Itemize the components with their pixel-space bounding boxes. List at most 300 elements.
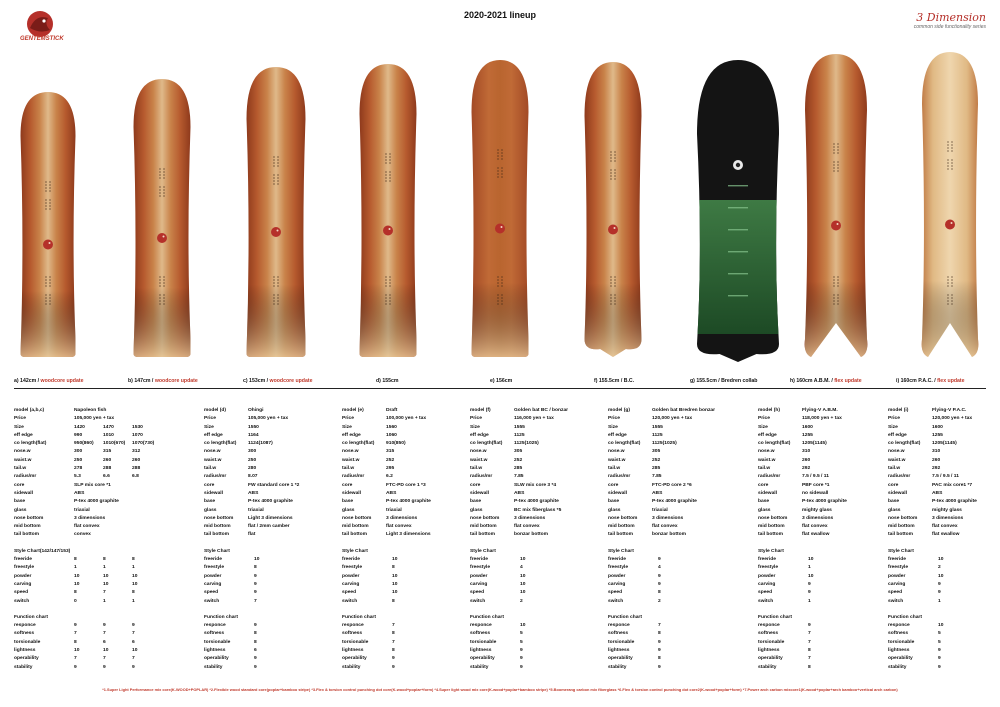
- row-value: mighty glass: [802, 507, 832, 513]
- spec-row: [342, 457, 470, 465]
- row-label: torsionable: [470, 639, 497, 645]
- spec-row: [758, 465, 886, 473]
- row-value: 7: [808, 639, 811, 645]
- row-label: co length(flat): [204, 441, 237, 447]
- row-label: tail bottom: [342, 532, 367, 538]
- row-label: powder: [758, 573, 776, 579]
- row-label: Size: [888, 424, 898, 430]
- spec-row: [204, 473, 332, 481]
- row-label: mid bottom: [888, 524, 915, 530]
- row-label: operability: [470, 656, 495, 662]
- row-value: triaxial: [386, 507, 402, 513]
- spec-row: [14, 440, 169, 448]
- function-row: [758, 630, 886, 638]
- row-value: 9: [658, 639, 661, 645]
- row-value: 5: [520, 631, 523, 637]
- row-label: freestyle: [342, 565, 363, 571]
- row-label: Size: [204, 424, 214, 430]
- row-value: 7: [103, 656, 106, 662]
- function-row: [14, 655, 169, 663]
- spec-row: [758, 523, 886, 531]
- row-value: P-tex 4000 graphite: [652, 499, 697, 505]
- row-value: PAC mix core1 *7: [932, 482, 973, 488]
- row-label: powder: [342, 573, 360, 579]
- style-row: [470, 598, 598, 606]
- row-label: radius/mr: [758, 474, 781, 480]
- row-value: Draft: [386, 408, 398, 413]
- row-value: 8: [658, 590, 661, 596]
- row-value: 1: [808, 565, 811, 571]
- row-label: carving: [204, 581, 222, 587]
- style-row: [758, 581, 886, 589]
- spec-row: [608, 531, 736, 539]
- spec-row: [204, 507, 332, 515]
- row-value: 9: [254, 664, 257, 670]
- row-value: 3 dimensions: [386, 515, 418, 521]
- row-value: 1205(1145): [802, 441, 827, 447]
- style-row: [14, 564, 169, 572]
- spec-row: [758, 457, 886, 465]
- row-value: 9: [808, 581, 811, 587]
- spec-row: [888, 457, 1000, 465]
- row-value: flat swallow: [802, 532, 830, 538]
- row-label: co length(flat): [470, 441, 503, 447]
- row-value: 9: [520, 664, 523, 670]
- row-label: stability: [758, 664, 777, 670]
- spec-row: [204, 415, 332, 423]
- board-caption-h: h) 160cm A.B.M. / flex update: [790, 378, 862, 384]
- row-label: freestyle: [470, 565, 491, 571]
- row-value: 278: [74, 466, 83, 472]
- row-value: 1125(1025): [514, 441, 539, 447]
- row-value: 153): [60, 548, 71, 554]
- spec-row: [204, 407, 332, 415]
- row-label: powder: [608, 573, 626, 579]
- row-value: 9: [392, 664, 395, 670]
- row-label: eff edge: [888, 432, 907, 438]
- row-label: Style Chart: [470, 548, 496, 554]
- row-value: 1: [938, 598, 941, 604]
- row-label: tail bottom: [888, 532, 913, 538]
- row-label: nose bottom: [342, 515, 372, 521]
- row-label: carving: [342, 581, 360, 587]
- row-label: co length(flat): [758, 441, 791, 447]
- row-value: 9: [808, 623, 811, 629]
- row-label: model (d): [204, 408, 227, 413]
- row-label: tail bottom: [608, 532, 633, 538]
- row-value: 288: [103, 466, 112, 472]
- row-label: co length(flat): [608, 441, 641, 447]
- function-row: [204, 664, 332, 672]
- row-value: 1164: [248, 432, 259, 438]
- row-value: P-tex 4000 graphite: [386, 499, 431, 505]
- row-label: mid bottom: [608, 524, 635, 530]
- row-value: 1: [103, 565, 106, 571]
- row-label: Price: [608, 416, 620, 422]
- spec-row: [888, 490, 1000, 498]
- spec-row: [14, 424, 169, 432]
- row-label: glass: [14, 507, 27, 513]
- row-label: freestyle: [204, 565, 225, 571]
- spec-row: [888, 523, 1000, 531]
- spec-row: [758, 424, 886, 432]
- row-value: 9: [938, 664, 941, 670]
- row-value: 1070(730): [132, 441, 155, 447]
- row-label: lightness: [204, 648, 226, 654]
- row-value: BC mix fiberglass *5: [514, 507, 562, 513]
- row-value: Light 3 dimensions: [386, 532, 431, 538]
- spec-row: [342, 465, 470, 473]
- row-label: radius/mr: [888, 474, 911, 480]
- row-value: 1: [132, 598, 135, 604]
- row-value: triaxial: [652, 507, 668, 513]
- row-value: 4: [520, 565, 523, 571]
- row-label: nose bottom: [758, 515, 788, 521]
- row-value: 1205(1145): [932, 441, 957, 447]
- row-label: Size: [470, 424, 480, 430]
- row-value: 1070: [132, 432, 143, 438]
- spec-row: [204, 465, 332, 473]
- row-value: 7: [74, 656, 77, 662]
- row-value: flat convex: [802, 524, 828, 530]
- function-row: [470, 630, 598, 638]
- row-value: 9: [938, 590, 941, 596]
- row-value: 8: [392, 565, 395, 571]
- style-row: [204, 581, 332, 589]
- row-value: 10: [392, 573, 398, 579]
- function-row: [470, 622, 598, 630]
- row-label: nose.w: [758, 449, 775, 455]
- row-value: 285: [514, 466, 523, 472]
- spec-row: [608, 424, 736, 432]
- row-label: tail.w: [342, 466, 355, 472]
- function-row: [888, 630, 1000, 638]
- row-value: 2: [520, 598, 523, 604]
- function-chart-header: [758, 614, 886, 622]
- row-label: radius/mr: [342, 474, 365, 480]
- row-value: flat convex: [514, 524, 540, 530]
- row-value: 9: [520, 656, 523, 662]
- row-label: Size: [758, 424, 768, 430]
- row-label: softness: [342, 631, 363, 637]
- row-label: waist.w: [888, 457, 906, 463]
- row-value: P-tex 4000 graphite: [514, 499, 559, 505]
- row-value: mighty glass: [932, 507, 962, 513]
- spec-row: [342, 440, 470, 448]
- function-row: [342, 664, 470, 672]
- row-value: 7: [254, 598, 257, 604]
- spec-row: [342, 424, 470, 432]
- row-label: speed: [204, 590, 219, 596]
- row-label: base: [342, 499, 354, 505]
- row-label: radius/mr: [470, 474, 493, 480]
- row-label: lightness: [758, 648, 780, 654]
- row-value: 1: [808, 598, 811, 604]
- row-value: /: [49, 548, 51, 554]
- row-label: base: [608, 499, 620, 505]
- row-label: Function chart: [204, 614, 238, 620]
- spec-row: [14, 507, 169, 515]
- function-row: [608, 639, 736, 647]
- row-label: base: [14, 499, 26, 505]
- spec-row: [342, 507, 470, 515]
- spec-row: [204, 457, 332, 465]
- row-label: Function chart: [342, 614, 376, 620]
- row-label: softness: [204, 631, 225, 637]
- spec-row: [758, 415, 886, 423]
- row-value: 10: [103, 573, 109, 579]
- spec-row: [888, 531, 1000, 539]
- spec-row: [14, 473, 169, 481]
- row-label: nose bottom: [888, 515, 918, 521]
- row-value: 9: [658, 664, 661, 670]
- row-value: flat convex: [652, 524, 678, 530]
- row-value: 1060: [386, 432, 397, 438]
- row-label: sidewall: [204, 490, 224, 496]
- spec-row: [342, 432, 470, 440]
- spec-row: [204, 440, 332, 448]
- spec-row: [342, 415, 470, 423]
- function-chart-header: [470, 614, 598, 622]
- row-label: speed: [608, 590, 623, 596]
- row-value: /: [59, 548, 61, 554]
- row-label: responce: [888, 623, 910, 629]
- spec-row: [14, 407, 169, 415]
- row-value: 9: [132, 664, 135, 670]
- row-label: waist.w: [204, 457, 222, 463]
- row-value: 9: [658, 573, 661, 579]
- row-value: 260: [132, 457, 141, 463]
- function-chart-header: [888, 614, 1000, 622]
- row-value: triaxial: [74, 507, 90, 513]
- row-label: freestyle: [14, 565, 35, 571]
- row-value: 1530: [132, 424, 143, 430]
- function-chart-header: [204, 614, 332, 622]
- row-value: 300: [248, 449, 257, 455]
- row-label: carving: [14, 581, 32, 587]
- row-label: base: [204, 499, 216, 505]
- row-label: tail.w: [204, 466, 217, 472]
- row-value: 7: [392, 623, 395, 629]
- row-label: freeride: [342, 557, 360, 563]
- row-value: 315: [386, 449, 395, 455]
- board-f: [585, 62, 642, 357]
- row-label: torsionable: [758, 639, 785, 645]
- spec-row: [608, 490, 736, 498]
- row-value: FTC-PD core 1 *3: [386, 482, 426, 488]
- function-row: [758, 664, 886, 672]
- spec-row: [888, 465, 1000, 473]
- row-label: tail.w: [14, 466, 27, 472]
- row-label: Style Chart: [204, 548, 230, 554]
- spec-row: [14, 415, 169, 423]
- row-value: 285: [652, 466, 661, 472]
- row-label: nose.w: [14, 449, 31, 455]
- row-label: responce: [14, 623, 36, 629]
- spec-row: [470, 515, 598, 523]
- row-value: SLW mix core 3 *4: [514, 482, 557, 488]
- spec-row: [608, 448, 736, 456]
- row-value: 8: [132, 590, 135, 596]
- style-row: [888, 556, 1000, 564]
- spec-row: [204, 531, 332, 539]
- spec-row: [14, 457, 169, 465]
- spec-row: [204, 482, 332, 490]
- row-label: eff edge: [608, 432, 627, 438]
- function-row: [888, 664, 1000, 672]
- row-label: nose bottom: [204, 515, 234, 521]
- spec-row: [204, 490, 332, 498]
- row-label: model (e): [342, 408, 364, 413]
- function-row: [888, 655, 1000, 663]
- spec-row: [608, 515, 736, 523]
- row-value: 305: [652, 449, 661, 455]
- row-value: 10: [808, 557, 814, 563]
- function-row: [608, 647, 736, 655]
- spec-row: [888, 448, 1000, 456]
- row-value: bonzar bottom: [652, 532, 686, 538]
- function-row: [470, 664, 598, 672]
- style-row: [14, 556, 169, 564]
- row-value: 10: [74, 648, 80, 654]
- spec-row: [204, 424, 332, 432]
- row-value: 250: [74, 457, 83, 463]
- spec-column-4: [608, 407, 736, 672]
- style-row: [342, 598, 470, 606]
- spec-row: [470, 523, 598, 531]
- spec-row: [470, 507, 598, 515]
- row-value: 9: [658, 581, 661, 587]
- row-label: operability: [342, 656, 367, 662]
- row-label: waist.w: [14, 457, 32, 463]
- style-row: [888, 581, 1000, 589]
- row-value: 10: [132, 573, 138, 579]
- row-value: 8: [254, 631, 257, 637]
- function-row: [758, 647, 886, 655]
- style-row: [608, 598, 736, 606]
- row-label: tail bottom: [204, 532, 229, 538]
- row-label: carving: [608, 581, 626, 587]
- board-i: [922, 52, 979, 357]
- function-row: [470, 647, 598, 655]
- function-row: [608, 655, 736, 663]
- row-label: waist.w: [470, 457, 488, 463]
- row-value: 10: [938, 573, 944, 579]
- row-label: core: [888, 482, 899, 488]
- row-value: 10: [938, 557, 944, 563]
- function-row: [888, 639, 1000, 647]
- row-value: 3 dimensions: [652, 515, 684, 521]
- row-value: 295: [386, 466, 395, 472]
- style-row: [204, 573, 332, 581]
- row-value: 7: [74, 631, 77, 637]
- row-value: flat convex: [74, 524, 100, 530]
- board-caption-d: d) 155cm: [376, 378, 399, 384]
- spec-row: [608, 482, 736, 490]
- row-label: mid bottom: [342, 524, 369, 530]
- row-label: operability: [758, 656, 783, 662]
- row-label: tail.w: [758, 466, 771, 472]
- row-label: glass: [758, 507, 771, 513]
- row-value: 10: [520, 581, 526, 587]
- row-label: torsionable: [342, 639, 369, 645]
- row-value: 1255: [802, 432, 813, 438]
- function-row: [608, 622, 736, 630]
- row-value: 7.5 / 9.5 / 11: [802, 474, 829, 480]
- spec-column-0: [14, 407, 169, 672]
- brand-subtitle: common side functionality series: [913, 24, 986, 30]
- row-value: 10: [938, 623, 944, 629]
- board-caption-i: i) 160cm P.A.C. / flex update: [896, 378, 965, 384]
- row-value: bonzar bottom: [514, 532, 548, 538]
- row-value: 310: [932, 449, 941, 455]
- row-label: Price: [14, 416, 26, 422]
- row-value: 6: [103, 639, 106, 645]
- row-label: torsionable: [14, 639, 41, 645]
- row-label: sidewall: [758, 490, 778, 496]
- row-label: switch: [888, 598, 904, 604]
- row-label: freeride: [888, 557, 906, 563]
- style-row: [758, 598, 886, 606]
- row-value: 2: [658, 598, 661, 604]
- row-value: 8: [392, 648, 395, 654]
- spec-row: [470, 424, 598, 432]
- row-value: ABS: [248, 490, 259, 496]
- row-label: Style Chart: [14, 548, 40, 554]
- row-value: 147: [50, 548, 60, 554]
- row-value: 7.85: [652, 474, 662, 480]
- row-value: 9: [254, 656, 257, 662]
- row-label: responce: [342, 623, 364, 629]
- function-row: [342, 655, 470, 663]
- style-row: [758, 589, 886, 597]
- row-label: model (g): [608, 408, 631, 413]
- row-value: 8: [254, 565, 257, 571]
- row-label: speed: [888, 590, 903, 596]
- row-label: mid bottom: [204, 524, 231, 530]
- row-value: 3 dimensions: [932, 515, 964, 521]
- row-value: FW standard core 1 *2: [248, 482, 300, 488]
- row-label: torsionable: [888, 639, 915, 645]
- row-label: co length(flat): [342, 441, 375, 447]
- board-h: [805, 54, 868, 357]
- style-chart-header: [342, 548, 470, 556]
- style-row: [470, 581, 598, 589]
- row-label: core: [758, 482, 769, 488]
- spec-row: [14, 498, 169, 506]
- board-caption-c: c) 153cm / woodcore update: [243, 378, 313, 384]
- row-label: nose bottom: [608, 515, 638, 521]
- row-label: freestyle: [608, 565, 629, 571]
- spec-row: [888, 415, 1000, 423]
- function-row: [14, 630, 169, 638]
- row-label: operability: [608, 656, 633, 662]
- row-label: switch: [14, 598, 30, 604]
- row-value: 910(850): [386, 441, 406, 447]
- row-label: sidewall: [14, 490, 34, 496]
- row-value: 8: [254, 639, 257, 645]
- row-value: ABS: [74, 490, 85, 496]
- core-footnotes: *1.Super Light Performance mix core(K-WOOD+POPLAR) *2.Flexible wood standard core(poplar+bamboo stripe) *3.Flex & torsion control punching dot core(K-wood+poplar+form) *4.Super light wood mix core(K-wood+poplar+bamboo stripe) *5.Boomerang carbon mix fiberglass *6.Flex & torsion control punching dot core2(K-wood+poplar+form) *7.Power arch carbon mixcore1(K-wood+poplar+arch bamboo+vertical arch carbon): [102, 687, 898, 692]
- row-label: carving: [470, 581, 488, 587]
- row-label: tail.w: [888, 466, 901, 472]
- function-row: [608, 664, 736, 672]
- row-label: co length(flat): [888, 441, 921, 447]
- row-value: 10: [132, 648, 138, 654]
- row-value: 1600: [932, 424, 943, 430]
- spec-row: [758, 473, 886, 481]
- style-row: [888, 589, 1000, 597]
